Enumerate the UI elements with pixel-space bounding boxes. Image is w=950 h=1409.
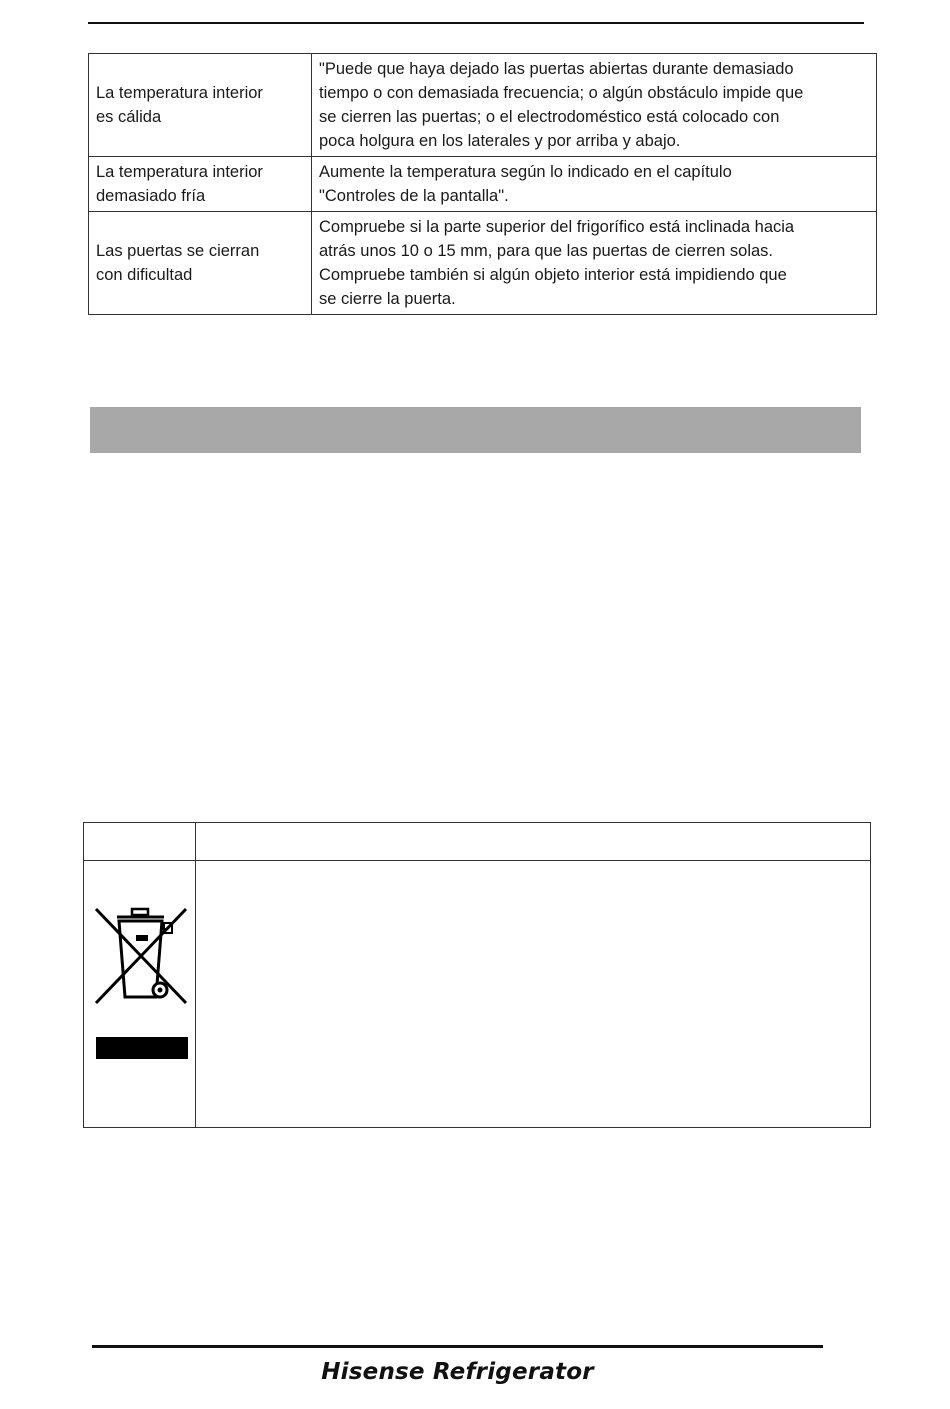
table-row (89, 212, 877, 315)
disposal-table (83, 822, 871, 1128)
weee-crossed-bin-icon (94, 905, 188, 1005)
problem-text: Las puertas se cierran con dificultad (96, 242, 260, 284)
section-header-band (90, 407, 861, 453)
table-row (89, 157, 877, 212)
problem-cell (89, 157, 312, 212)
solution-text: Compruebe si la parte superior del frigorífico está inclinada hacia atrás unos 10 o 15 mm, para que las puertas de cierren solas. Compruebe también si algún objeto interior está impidiendo que se cierre la puerta. (319, 218, 795, 308)
problem-cell (89, 54, 312, 157)
problem-text: La temperatura interior es cálida (96, 84, 263, 126)
solution-cell (312, 212, 877, 315)
problem-cell (89, 212, 312, 315)
solution-cell (312, 54, 877, 157)
table-row (89, 54, 877, 157)
solution-text: Aumente la temperatura según lo indicado en el capítulo "Controles de la pantalla". (319, 163, 732, 205)
troubleshooting-table (88, 53, 877, 315)
footer-rule (92, 1345, 823, 1348)
weee-bar (96, 1037, 188, 1059)
column-divider (195, 823, 196, 1127)
header-divider (84, 860, 870, 861)
solution-cell (312, 157, 877, 212)
problem-text: La temperatura interior demasiado fría (96, 163, 263, 205)
footer-brand: Hisense Refrigerator (321, 1359, 594, 1385)
solution-text: "Puede que haya dejado las puertas abiertas durante demasiado tiempo o con demasiada frecuencia; o algún obstáculo impide que se cierren las puertas; o el electrodoméstico está colocado con poca holgura en los laterales y por arriba y abajo. (319, 60, 804, 150)
top-rule (88, 22, 864, 24)
